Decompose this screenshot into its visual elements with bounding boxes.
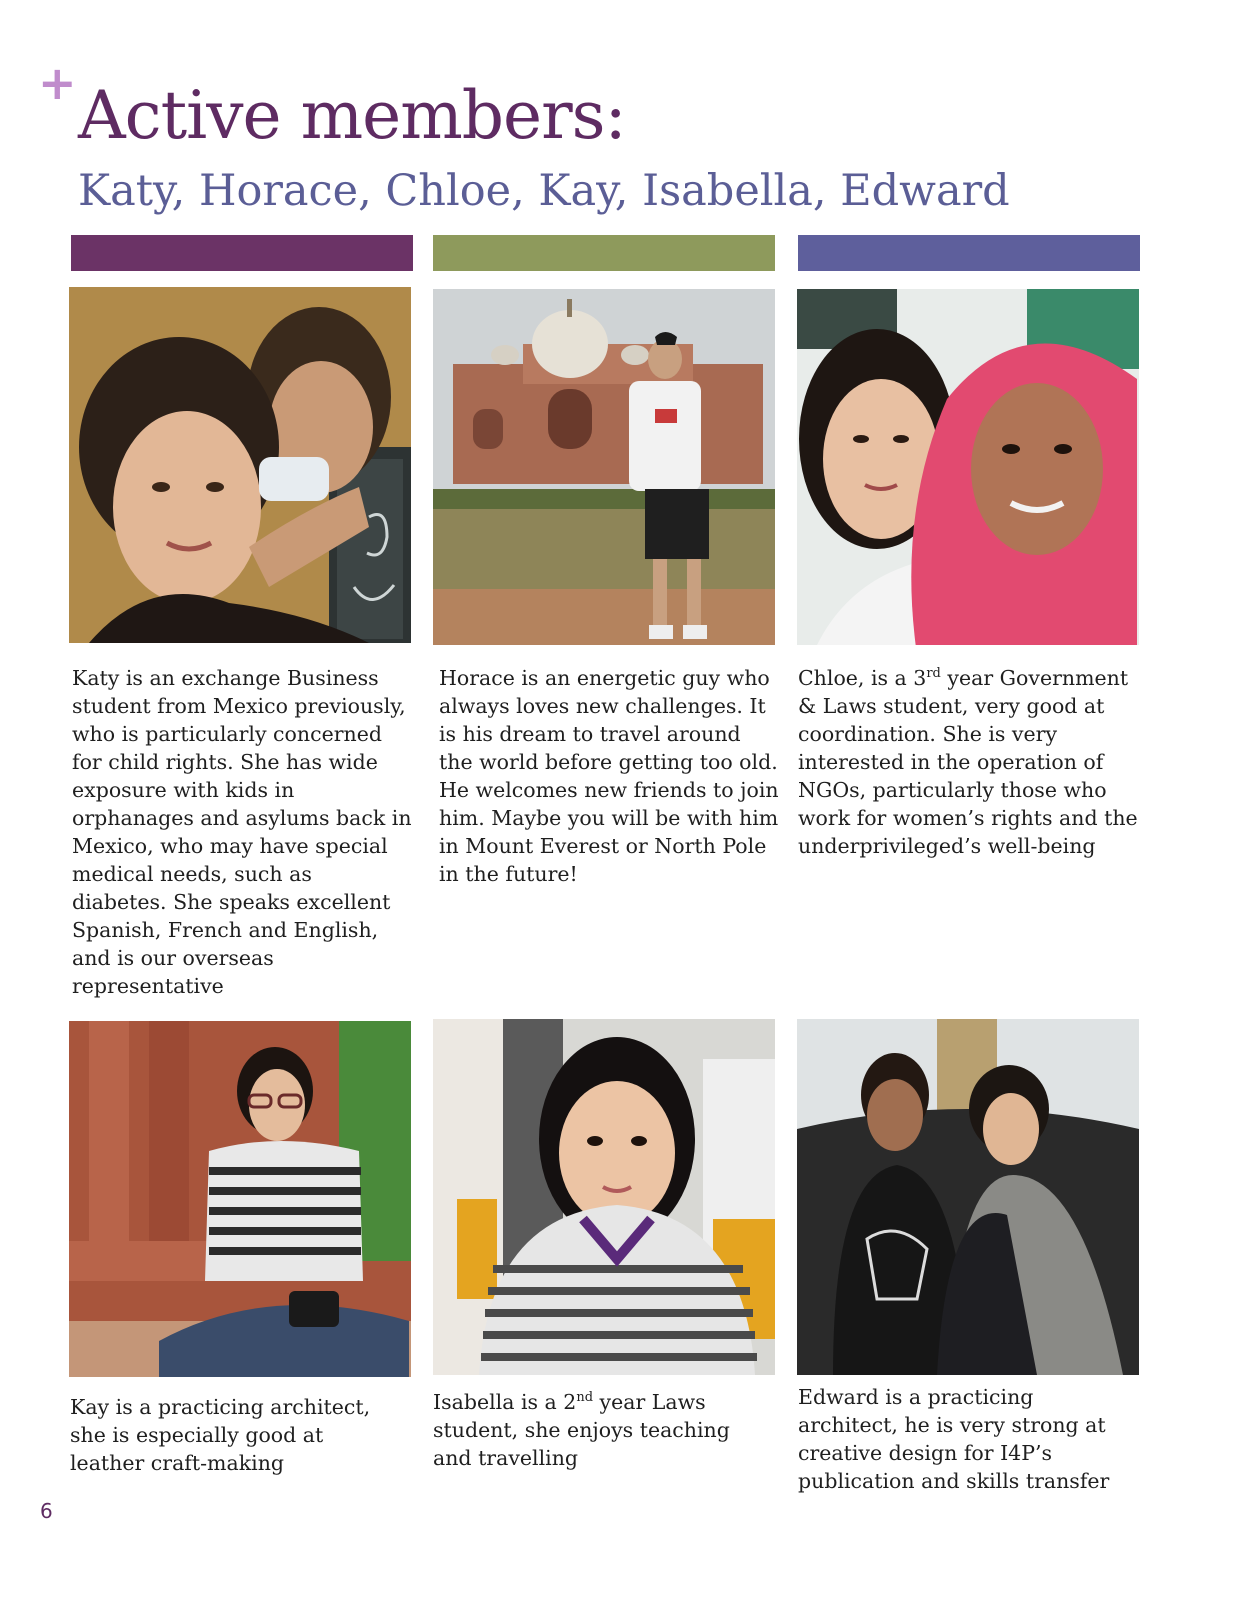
photo-isabella — [433, 1019, 775, 1375]
photo-katy-with-child-icon — [69, 287, 411, 643]
photo-horace — [433, 289, 775, 645]
member-description-chloe — [798, 664, 1144, 860]
plus-icon: + — [38, 56, 77, 110]
photo-chloe — [797, 289, 1139, 645]
member-description-katy: Katy is an exchange Business student from Mexico previously, who is particularly concerned for child rights. She has wide exposure with kids in orphanages and asylums back in Mexico, who may have special medical needs, such as diabetes. She speaks excellent Spanish, French and English, and is our overseas representative — [72, 666, 412, 998]
photo-chloe-with-friend-icon — [797, 289, 1139, 645]
photo-kay-sitting-icon — [69, 1021, 411, 1377]
photo-edward-with-friend-icon — [797, 1019, 1139, 1375]
ordinal-suffix: nd — [576, 1390, 594, 1406]
page-number: 6 — [40, 1499, 53, 1523]
page-title: Active members: — [78, 77, 626, 154]
ordinal-suffix: rd — [926, 666, 941, 682]
member-names-subtitle: Katy, Horace, Chloe, Kay, Isabella, Edward — [78, 166, 1010, 216]
color-bar-slate-blue — [798, 235, 1140, 271]
photo-katy — [69, 287, 411, 643]
member-description-kay: Kay is a practicing architect, she is especially good at leather craft-making — [70, 1395, 371, 1475]
member-description-horace: Horace is an energetic guy who always loves new challenges. It is his dream to travel around the world before getting too old. He welcomes new friends to join him. Maybe you will be with him in Mount Everest or North Pole in the future! — [439, 666, 779, 886]
photo-kay — [69, 1021, 411, 1377]
description-text: Isabella is a 2 — [433, 1390, 577, 1414]
description-text: year Government & Laws student, very good at coordination. She is very interested in the operation of NGOs, particularly those who work for women’s rights and the underprivileged’s well-being — [798, 666, 1138, 858]
member-description-isabella — [433, 1388, 763, 1472]
description-text: Chloe, is a 3 — [798, 666, 927, 690]
color-bar-olive — [433, 235, 775, 271]
photo-edward — [797, 1019, 1139, 1375]
member-description-edward: Edward is a practicing architect, he is very strong at creative design for I4P’s publication and skills transfer — [798, 1385, 1110, 1493]
photo-horace-at-monument-icon — [433, 289, 775, 645]
color-bar-purple — [71, 235, 413, 271]
description-text: year Laws student, she enjoys teaching and travelling — [433, 1390, 730, 1470]
photo-isabella-portrait-icon — [433, 1019, 775, 1375]
